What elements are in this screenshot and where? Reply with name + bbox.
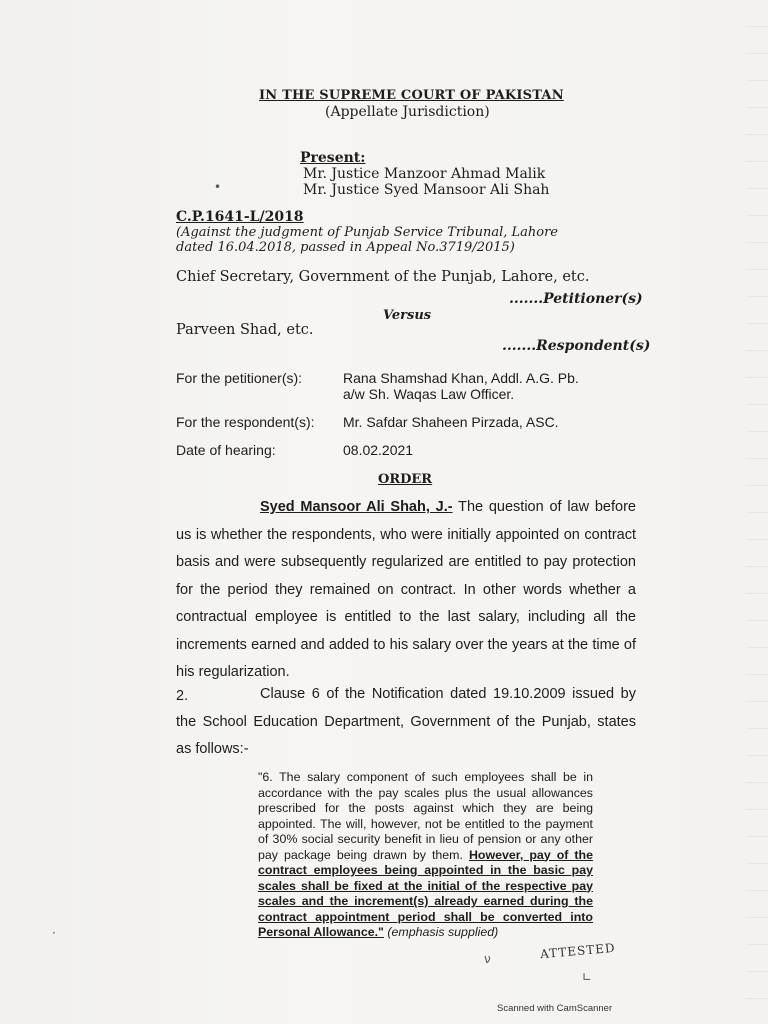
case-note-line-1: (Against the judgment of Punjab Service Tribunal, Lahore — [176, 225, 559, 240]
bench-label: Present: — [300, 150, 366, 166]
respondent-role: .......Respondent(s) — [502, 338, 651, 354]
quoted-clause — [258, 770, 593, 941]
bench-judge-2: Mr. Justice Syed Mansoor Ali Shah — [303, 182, 550, 198]
case-note-line-2: dated 16.04.2018, passed in Appeal No.3719/2015) — [176, 240, 515, 255]
stray-mark: ν — [484, 952, 491, 966]
order-heading: ORDER — [378, 472, 433, 487]
appearance-value-respondent: Mr. Safdar Shaheen Pirzada, ASC. — [343, 414, 559, 430]
scan-edge — [746, 0, 768, 1024]
bench-judge-1: Mr. Justice Manzoor Ahmad Malik — [303, 166, 546, 182]
appearance-value-petitioner-1: Rana Shamshad Khan, Addl. A.G. Pb. — [343, 370, 579, 386]
court-title: IN THE SUPREME COURT OF PAKISTAN — [259, 88, 564, 103]
appearance-value-petitioner-2: a/w Sh. Waqas Law Officer. — [343, 386, 515, 402]
respondent-name: Parveen Shad, etc. — [176, 322, 314, 338]
order-paragraph-2: Clause 6 of the Notification dated 19.10.2009 issued by the School Education Department, Government of the Punjab, states as follows:- — [176, 686, 636, 757]
case-number: C.P.1641-L/2018 — [176, 209, 304, 225]
versus-label: Versus — [383, 308, 432, 323]
stray-mark: · — [52, 926, 56, 940]
scanner-watermark: Scanned with CamScanner — [497, 1003, 613, 1014]
jurisdiction-subtitle: (Appellate Jurisdiction) — [325, 104, 490, 120]
attested-stamp: ATTESTED — [539, 940, 617, 962]
petitioner-name: Chief Secretary, Government of the Punjab, Lahore, etc. — [176, 269, 590, 285]
hearing-date-label: Date of hearing: — [176, 442, 276, 458]
stray-mark: ∟ — [582, 970, 593, 984]
stray-mark: • — [214, 180, 222, 194]
appearance-label-respondent: For the respondent(s): — [176, 414, 315, 430]
judge-name: Syed Mansoor Ali Shah, J.- — [260, 499, 453, 515]
quote-emphasis-text: However, pay of the contract employees being appointed in the basic pay scales shall be fixed at the initial of the respective pay scales and the increment(s) already earned during the contract appointment period shall be converted into Personal Allowance." — [258, 847, 593, 939]
quote-plain-text: "6. The salary component of such employees shall be in accordance with the pay scales plus the usual allowances prescribed for the posts against which they are being appointed. The will, however, not be entitled to the payment of 30% social security benefit in lieu of pension or any other pay package being drawn by them. — [258, 770, 593, 862]
paragraph-1-text: The question of law before us is whether the respondents, who were initially appointed on contract basis and were subsequently regularized are entitled to pay protection for the period they remained on contract. In other words whether a contractual employee is entitled to the last salary, including all the increments earned and added to his salary over the years at the time of his regularization. — [176, 499, 636, 680]
hearing-date-value: 08.02.2021 — [343, 442, 414, 458]
order-paragraph-1 — [176, 494, 636, 687]
petitioner-role: .......Petitioner(s) — [509, 291, 643, 307]
quote-emphasis-note: (emphasis supplied) — [387, 925, 499, 939]
appearance-label-petitioner: For the petitioner(s): — [176, 370, 303, 386]
paragraph-2-number: 2. — [176, 688, 189, 704]
